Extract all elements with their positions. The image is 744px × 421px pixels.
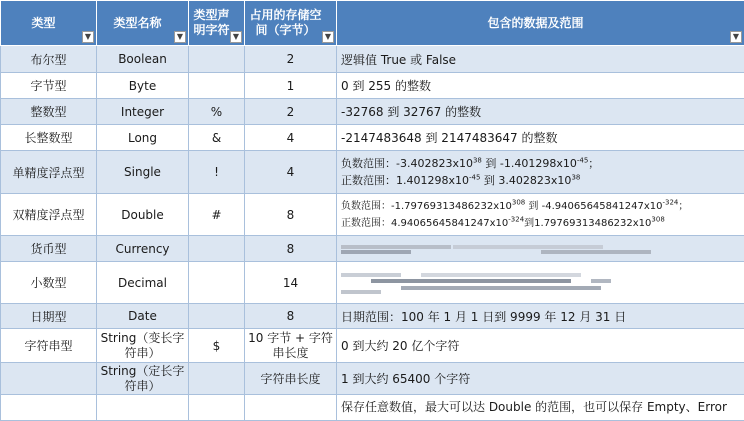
cell-name: Long (97, 125, 189, 151)
cell-type: 小数型 (1, 262, 97, 304)
table-row (1, 46, 744, 73)
cell-decl (189, 262, 245, 304)
table-row (1, 73, 744, 99)
cell-range: 逻辑值 True 或 False (337, 46, 744, 73)
cell-storage: 4 (245, 151, 337, 194)
header-type: 类型 ▼ (1, 1, 97, 46)
cell-name (97, 395, 189, 421)
cell-decl (189, 395, 245, 421)
cell-type: 整数型 (1, 99, 97, 125)
range-line: 负数范围：$-3.402823x10^{38}$ 到 $-1.401298x10^{-45}$； (341, 155, 742, 172)
table-row (1, 329, 744, 363)
cell-type: 货币型 (1, 236, 97, 262)
cell-decl: ! (189, 151, 245, 194)
cell-range: -32768 到 32767 的整数 (337, 99, 744, 125)
cell-storage: 2 (245, 46, 337, 73)
cell-range: 0 到大约 20 亿个字符 (337, 329, 744, 363)
cell-name: Decimal (97, 262, 189, 304)
filter-dropdown-icon[interactable]: ▼ (174, 31, 186, 43)
table-row (1, 151, 744, 194)
cell-type: 字符串型 (1, 329, 97, 363)
cell-storage: 8 (245, 304, 337, 329)
cell-decl: $ (189, 329, 245, 363)
filter-dropdown-icon[interactable]: ▼ (322, 31, 334, 43)
table-row (1, 395, 744, 421)
cell-range (337, 194, 744, 236)
cell-decl (189, 46, 245, 73)
cell-type: 字节型 (1, 73, 97, 99)
table-row (1, 236, 744, 262)
cell-storage: 1 (245, 73, 337, 99)
cell-name: Single (97, 151, 189, 194)
cell-decl (189, 236, 245, 262)
header-row (1, 1, 744, 46)
cell-decl (189, 363, 245, 395)
table-row (1, 125, 744, 151)
range-line: 正数范围：$4.94065645841247x10^{-324}$到$1.79769313486232x10^{308}$ (341, 215, 742, 232)
cell-storage: 14 (245, 262, 337, 304)
cell-range: 1 到大约 65400 个字符 (337, 363, 744, 395)
header-range: 包含的数据及范围 ▼ (337, 1, 744, 46)
cell-type: 双精度浮点型 (1, 194, 97, 236)
range-line: 负数范围：$-1.79769313486232x10^{308}$ 到 $-4.94065645841247x10^{-324}$； (341, 198, 742, 215)
cell-storage: 8 (245, 194, 337, 236)
filter-dropdown-icon[interactable]: ▼ (82, 31, 94, 43)
table-row (1, 262, 744, 304)
cell-decl: # (189, 194, 245, 236)
table-row (1, 304, 744, 329)
filter-dropdown-icon[interactable]: ▼ (730, 31, 742, 43)
table-row (1, 194, 744, 236)
cell-storage (245, 395, 337, 421)
cell-name: Date (97, 304, 189, 329)
table-row (1, 99, 744, 125)
cell-range: 保存任意数值，最大可以达 Double 的范围，也可以保存 Empty、Error (337, 395, 744, 421)
cell-name: Byte (97, 73, 189, 99)
cell-type (1, 395, 97, 421)
cell-range: 0 到 255 的整数 (337, 73, 744, 99)
cell-type (1, 363, 97, 395)
table-row (1, 363, 744, 395)
cell-range: -2147483648 到 2147483647 的整数 (337, 125, 744, 151)
cell-decl: & (189, 125, 245, 151)
cell-type: 布尔型 (1, 46, 97, 73)
cell-type: 单精度浮点型 (1, 151, 97, 194)
cell-storage: 8 (245, 236, 337, 262)
cell-name: Integer (97, 99, 189, 125)
cell-storage: 4 (245, 125, 337, 151)
cell-decl: % (189, 99, 245, 125)
header-decl: 类型声明字符 ▼ (189, 1, 245, 46)
cell-type: 长整数型 (1, 125, 97, 151)
redacted-range (337, 262, 744, 304)
filter-dropdown-icon[interactable]: ▼ (230, 31, 242, 43)
cell-storage: 字符串长度 (245, 363, 337, 395)
cell-type: 日期型 (1, 304, 97, 329)
cell-name: Boolean (97, 46, 189, 73)
cell-decl (189, 73, 245, 99)
cell-name: Currency (97, 236, 189, 262)
range-line: 正数范围：$1.401298x10^{-45}$ 到 $3.402823x10^{38}$ (341, 172, 742, 189)
cell-name: String（变长字符串） (97, 329, 189, 363)
header-name: 类型名称 ▼ (97, 1, 189, 46)
redacted-range (337, 236, 744, 262)
cell-decl (189, 304, 245, 329)
cell-name: Double (97, 194, 189, 236)
cell-storage: 10 字节 + 字符串长度 (245, 329, 337, 363)
cell-storage: 2 (245, 99, 337, 125)
cell-range: 日期范围：100 年 1 月 1 日到 9999 年 12 月 31 日 (337, 304, 744, 329)
cell-name: String（定长字符串） (97, 363, 189, 395)
cell-range (337, 151, 744, 194)
header-storage: 占用的存储空间（字节） ▼ (245, 1, 337, 46)
